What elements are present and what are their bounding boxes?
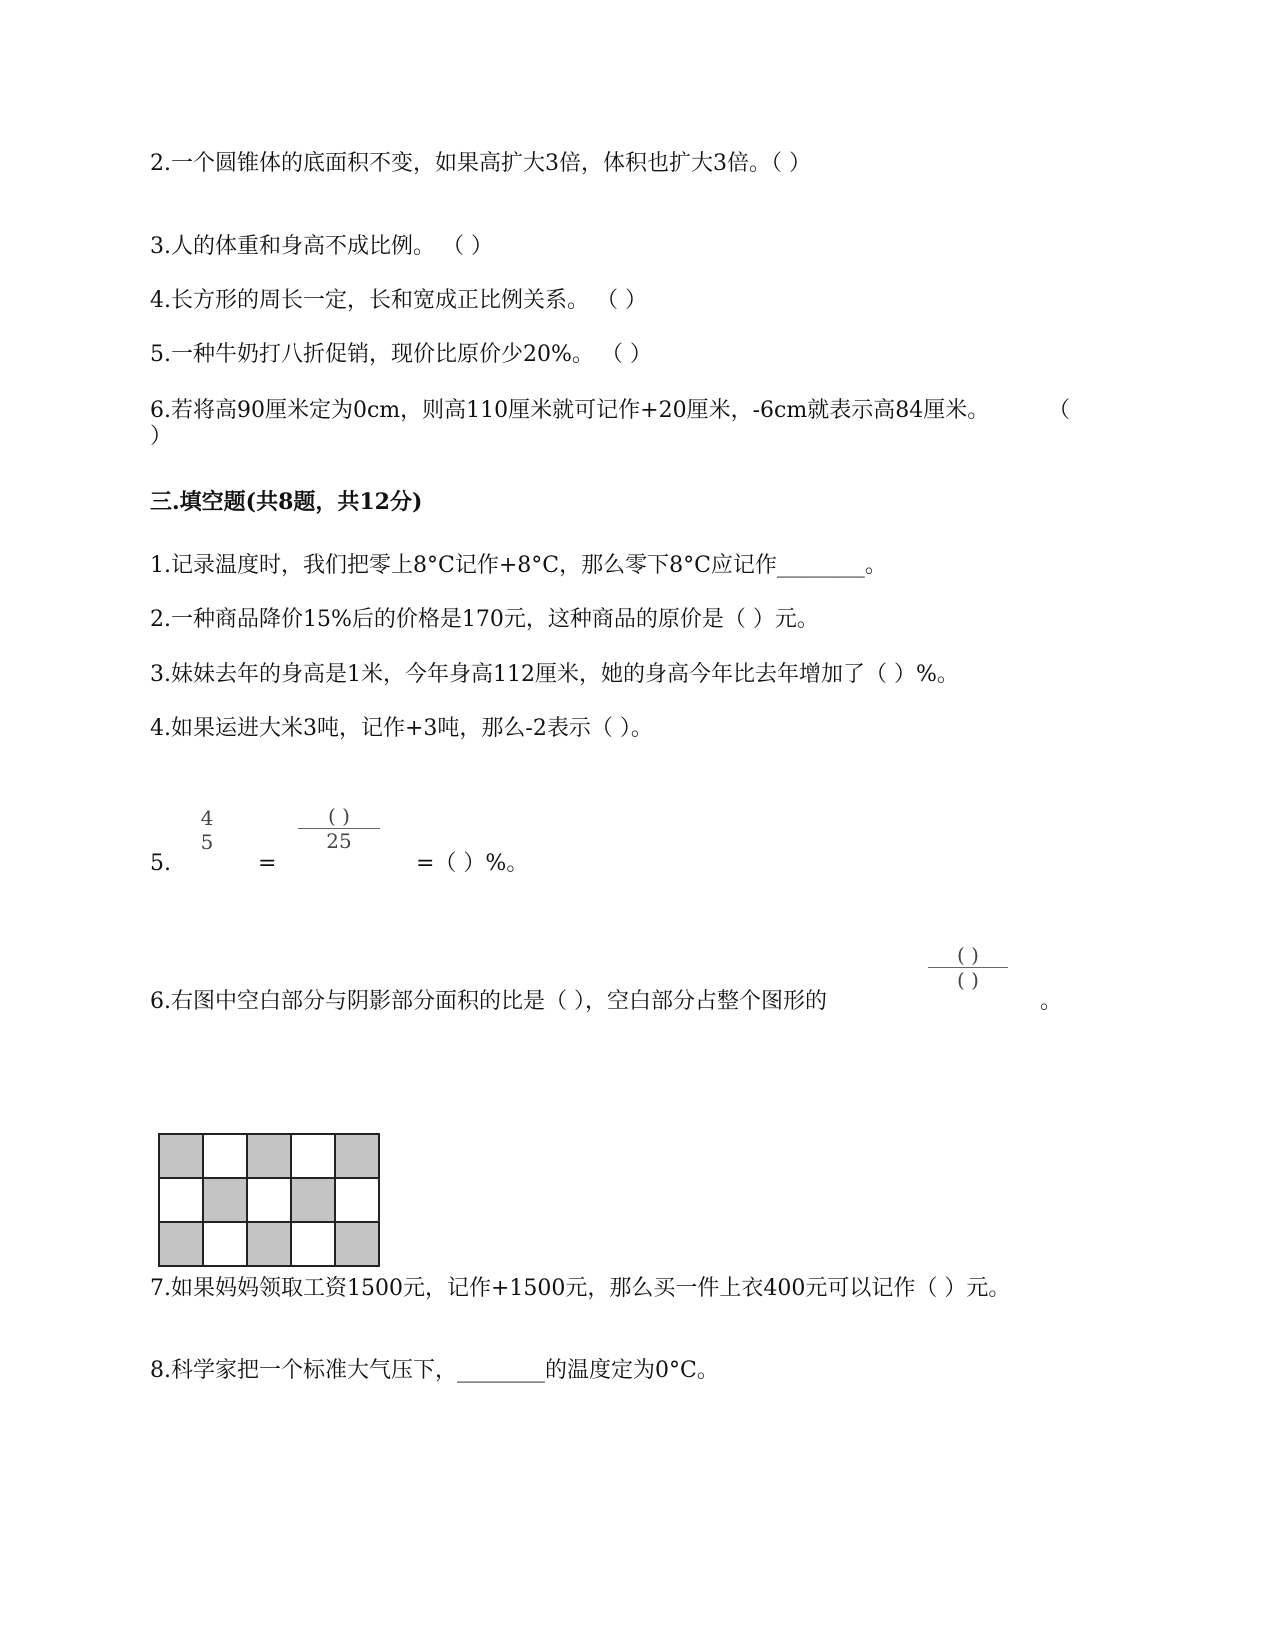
grid-cell-blank [203, 1222, 247, 1266]
fraction-numerator-blank: ( ) [328, 804, 350, 828]
grid-cell-blank [203, 1134, 247, 1178]
judgement-item-2: 2.一个圆锥体的底面积不变，如果高扩大3倍，体积也扩大3倍。（ ） [150, 151, 811, 176]
grid-row [159, 1178, 379, 1222]
fraction-denominator: 25 [326, 829, 352, 853]
grid-cell-blank [291, 1222, 335, 1266]
fill-question-4: 4.如果运进大米3吨，记作+3吨，那么-2表示（ ）。 [150, 716, 653, 741]
fraction-blank-over-blank [928, 943, 1008, 992]
grid-cell-shaded [247, 1222, 291, 1266]
section-heading: 三.填空题(共8题，共12分) [150, 489, 423, 515]
fill-question-7: 7.如果妈妈领取工资1500元，记作+1500元，那么买一件上衣400元可以记作（ ）元。 [150, 1276, 1011, 1301]
grid-cell-shaded [335, 1134, 379, 1178]
fill-question-6: 6.右图中空白部分与阴影部分面积的比是（ ），空白部分占整个图形的 [150, 989, 827, 1014]
grid-cell-blank [159, 1178, 203, 1222]
answer-paren-open: （ [1048, 398, 1071, 423]
fraction-over-25 [298, 804, 380, 853]
fill-question-3: 3.妹妹去年的身高是1米，今年身高112厘米，她的身高今年比去年增加了（ ）%。 [150, 662, 959, 687]
fill-question-2: 2.一种商品降价15%后的价格是170元，这种商品的原价是（ ）元。 [150, 607, 819, 632]
percent-blank: =（ ）%。 [416, 851, 529, 876]
fill-question-5-number: 5. [150, 851, 171, 876]
fraction-numerator-blank: ( ) [957, 943, 979, 967]
fraction-denominator: 5 [200, 830, 214, 854]
sentence-end-period: 。 [1040, 989, 1063, 1014]
shaded-grid-figure [158, 1133, 380, 1267]
judgement-item-3: 3.人的体重和身高不成比例。 （ ） [150, 234, 493, 259]
grid-row [159, 1222, 379, 1266]
fill-question-1: 1.记录温度时，我们把零上8°C记作+8°C，那么零下8°C应记作________。 [150, 553, 887, 578]
fraction-numerator: 4 [200, 806, 214, 830]
fraction-denominator-blank: ( ) [957, 968, 979, 992]
judgement-item-6: 6.若将高90厘米定为0cm，则高110厘米就可记作+20厘米，-6cm就表示高84厘米。 [150, 398, 990, 423]
fraction-four-fifths [196, 806, 218, 854]
grid-cell-shaded [247, 1134, 291, 1178]
grid-cell-shaded [203, 1178, 247, 1222]
grid-cell-blank [335, 1178, 379, 1222]
grid-cell-shaded [291, 1178, 335, 1222]
judgement-item-5: 5.一种牛奶打八折促销，现价比原价少20%。 （ ） [150, 342, 652, 367]
equals-sign: = [258, 851, 277, 876]
grid-cell-blank [247, 1178, 291, 1222]
judgement-item-4: 4.长方形的周长一定，长和宽成正比例关系。 （ ） [150, 288, 647, 313]
grid-cell-shaded [159, 1222, 203, 1266]
answer-paren-close: ） [150, 424, 173, 449]
grid-cell-blank [291, 1134, 335, 1178]
fill-question-8: 8.科学家把一个标准大气压下，________的温度定为0°C。 [150, 1358, 719, 1383]
grid-row [159, 1134, 379, 1178]
grid-cell-shaded [335, 1222, 379, 1266]
grid-cell-shaded [159, 1134, 203, 1178]
